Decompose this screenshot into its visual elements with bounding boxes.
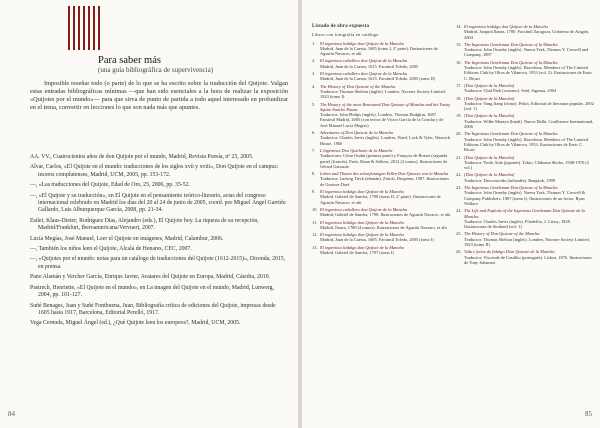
catalog-item-number: 26. — [456, 249, 462, 255]
catalog-item-number: 4. — [312, 83, 316, 89]
catalog-column-2 — [456, 24, 594, 267]
catalog-item-title: El ingenioso hidalgo don Quijote de la Mancha — [464, 24, 548, 29]
bibliography-entry: Estlet, Klaus-Dieter; Rodríguez Dias, Alejandro (eds.), El Quijote hoy. La riqueza de su recepción, Madrid/Frankfurt, Iberoamericana/Vervuert, 2007. — [30, 217, 259, 232]
catalog-item-details: Madrid, Juan de la Cuesta, 1615. Facsímil Toledo, 2005 (tomo II) — [320, 76, 436, 82]
catalog-item-details: Traductor: Ludwig Tieck (alemán). Zürich, Diogenes, 1987. Ilustraciones de Gustave Doré — [320, 176, 449, 187]
catalog-item-title: The Ingenious Gentleman Don Quixote of la Mancha — [464, 59, 558, 65]
catalog-item — [456, 96, 594, 112]
intro-paragraph — [30, 80, 288, 112]
bibliography-list — [30, 154, 288, 331]
catalog-item-number: 22. — [456, 172, 462, 178]
catalog-item — [312, 148, 452, 169]
catalog-item-number: 19. — [456, 113, 462, 119]
catalog-item-title: El ingenioso hidalgo don Quijote de la Mancha — [320, 40, 404, 46]
catalog-item-details: Madrid, Gabriel de Sancha, 1797 (tomo I) — [320, 249, 394, 255]
catalog-item-details: Traductor: John Ormsby (inglés). Barcelona, Members of The Limited Editions Club by Oliva de Vilanova, 1933 (vol. 2). Ilustraciones de Enric C. Ricart — [464, 65, 593, 81]
catalog-column-1 — [312, 24, 452, 257]
catalog-item-title: Adventures of Don Quixote de la Mancha — [320, 130, 393, 136]
catalog-item-number: 12. — [312, 232, 318, 238]
catalog-item-title: The History of Don Quixote of the Mancha — [320, 83, 396, 89]
catalog-item-number: 11. — [312, 219, 318, 225]
catalog-item-number: 20. — [456, 131, 462, 137]
catalog-item-number: 8. — [312, 171, 316, 177]
catalog-item-details: Traductor: Yoshi Aida (japonés). Tokio, Chikuma Shobo, 1948-1970 (2 vol.) — [464, 159, 590, 171]
catalog-item-title: The Life and Exploits of the Ingenious Gentleman Don Quixote de la Mancha — [464, 208, 585, 219]
bibliography-entry: —, También los niños leen el Quijote, Alcalá de Henares, CEC, 2007. — [30, 246, 192, 253]
bibliography-entry: —, «Quijotes por el mundo: notas para un catálogo de traducciones del Quijote (1612-2015)», Dicenda, 2015, en prensa. — [30, 256, 286, 270]
catalog-item — [312, 232, 452, 243]
catalog-item — [456, 185, 594, 206]
catalog-item-title: The Ingenious Gentleman Don Quixote of la Mancha — [464, 41, 558, 47]
catalog-item — [312, 102, 452, 128]
catalog-item-details: Madrid, Gabriel de Sancha, 1798 (tomo II, 2ª parte). Ilustraciones de Agustín Navarro, et alii — [320, 194, 441, 205]
catalog-item — [312, 189, 452, 205]
catalog-item-details: Traductor: Charles Jarvis (inglés). Londres, Ward, Lock & Tyler, Warwick House, 1860 — [320, 135, 451, 146]
catalog-item-title: The Ingenious Gentleman Don Quixote of la Mancha — [464, 185, 558, 191]
catalog-item-details: Madrid, Gabriel de Sancha, 1798. Ilustraciones de Agustín Navarro, et alii — [320, 212, 451, 218]
bibliography-entry: Alvar, Carlos, «El Quijote en el mundo: traducciones de los siglos xvii y xviii», Don Quijote en el campus: tesoros complutenses, Madrid, UCM, 2005, pp. 153-172. — [30, 164, 279, 178]
catalog-item — [456, 249, 594, 265]
bibliography-entry: Lucía Megías, José Manuel, Leer el Quijote en imágenes, Madrid, Calambur, 2006. — [30, 235, 224, 242]
catalog-item — [456, 131, 594, 152]
catalog-item — [312, 58, 452, 69]
catalog-item — [312, 84, 452, 100]
catalog-item — [456, 155, 594, 171]
catalog-item-title: Leben und Thaten des scharfsinnigen Edlen Don Quixote von la Mancha — [320, 171, 449, 177]
catalog-item-title: The History of the most Renowned Don Quixote of Mancha and his Trusty Squire Sancho Panza — [320, 101, 451, 112]
catalog-heading: Listado de obra expuesta — [312, 24, 370, 29]
left-page — [0, 0, 298, 428]
catalog-item-details: Traductor: Wilhe Marayn (hindi). Nueva Delhi, Confluence International, 2006 — [464, 118, 594, 130]
catalog-item-title: [Don Quijote de la Mancha] — [464, 154, 515, 160]
catalog-item-details: Traductores: César Oudin (primera parte) y François de Rosset (segunda parte) (francés). París, Dunn & Sellons, 2012 (2 tomos). Ilustraciones de Gérard Garouste — [320, 153, 448, 169]
section-title: Para saber más — [98, 55, 161, 66]
bibliography-entry: Pano Alamán y Vercher García, Enrique Javier, Avatares del Quijote en Europa, Madrid, Cátedra, 2010. — [30, 274, 271, 281]
intro-text: Imposible reseñar todo (o parte) de lo que se ha escrito sobre la traducción del Quijote. Valgan estas entradas bibliográficas mínimas —que han sido esenciales a la hora de realizar la exposición «Quijotes por el mundo»— para que sirva de punto de partida a todo aquel interesado en profundizar en el tema, convertir en lecciones lo que son nada más que apuntes. — [30, 80, 288, 112]
catalog-item-number: 23. — [456, 185, 462, 191]
section-heading — [98, 55, 213, 74]
catalog-item-number: 1. — [312, 40, 316, 46]
catalog-item-details: Traductor: John Ormsby (inglés). Nueva York, Thomas Y. Crowell and Company, 1887 — [464, 47, 589, 58]
catalog-item-title: Vida e feitos do fidalgo Dom Quixote de la Mancha — [464, 249, 555, 255]
catalog-item-details: Madrid, Juan de la Cuesta, 1605 (tomo I, 2ª parte). Ilustraciones de Agustín Navarro, et alii — [320, 45, 438, 57]
catalog-item-details: Traductor: John Ormsby (inglés). Nueva York, Thomas Y. Crowell & Company Publishers, 1887 (tomo I). Ilustraciones de un lector, Ryan Wallace — [464, 190, 586, 206]
catalog-item — [456, 24, 594, 40]
catalog-item-details: Traductor: Desconocido (tailandés). Bangkok, 1999 — [464, 177, 556, 183]
catalog-item-details: Traductor: John Philips (inglés). Londres, Thomas Hodgkin, 1687. Facsímil Madrid, 2005 (con textos de Víctor García de la Concha y de José Manuel Lucía Megías) — [320, 112, 444, 128]
right-page — [302, 0, 600, 428]
catalog-item-number: 3. — [312, 71, 316, 77]
catalog-item-title: El ingenioso hidalgo don Quijote de la Mancha — [320, 232, 404, 238]
catalog-item — [312, 171, 452, 187]
catalog-item — [312, 130, 452, 146]
catalog-item-title: El ingenioso caballero don Quijote de la Mancha — [320, 71, 408, 77]
catalog-item-number: 2. — [312, 58, 316, 64]
catalog-item-number: 17. — [456, 82, 462, 88]
catalog-item-title: The Ingenious Gentleman Don Quixote of la Mancha — [464, 131, 558, 137]
catalog-item-details: Traductor: Visconde de Castilho (portugués). Lisboa, 1876. Ilustraciones de Tony Johannot — [464, 254, 592, 265]
bibliography-entry: AA. VV., Cuatrocientos años de don Quijote por el mundo, Madrid, Revista Poesía, nº 25, 2005. — [30, 154, 254, 160]
catalog-item-title: [Don Quijote de la Mancha] — [464, 95, 515, 101]
catalog-item-title: [Don Quijote de la Mancha] — [464, 82, 515, 88]
catalog-item-number: 21. — [456, 154, 462, 160]
catalog-item-number: 13. — [312, 244, 318, 250]
catalog-item-number: 9. — [312, 189, 316, 195]
bibliography-entry: —, «Las traducciones del Quijote, Edad de Oro, 25, 2006, pp. 35-52. — [30, 182, 191, 189]
catalog-item-title: L'ingénieux Don Quichotte de la Manche — [320, 147, 393, 153]
catalog-item — [456, 113, 594, 129]
catalog-item-title: El ingenioso hidalgo don Quijote de la Mancha — [320, 244, 404, 250]
catalog-item-details: Madrid, Juan de la Cuesta, 1605. Facsímil Toledo, 2005 (tomo I) — [320, 237, 434, 243]
catalog-subheading: Libros con fotografía en catálogo — [312, 32, 379, 38]
catalog-list-2 — [456, 24, 594, 265]
catalog-item-number: 7. — [312, 147, 316, 153]
section-subtitle: (una guía bibliográfica de supervivencia) — [98, 66, 214, 74]
bibliography-entry: —, «El Quijote y su traducción», en El Quijote en el pensamiento teórico-literario, actas del congreso internacional celebrado en Madrid los días del 20 al 24 de junio de 2005, coord. por Miguel Ángel Garrido Gallardo, Luis Alburquerque García, 2008, pp. 21-34. — [30, 192, 286, 214]
catalog-item-title: [Don Quijote de la Mancha] — [464, 113, 515, 119]
catalog-item-details: Traductor: Thomas Shelton (inglés). Londres, Navarre Society Limited, 1923 (tomo II) — [464, 236, 590, 247]
catalog-item — [456, 172, 594, 183]
bibliography-entry: Vega Cernuda, Miguel Ángel (ed.), ¿Qué Quijote leen los europeos?, Madrid, UCM, 2005. — [30, 320, 241, 327]
catalog-item-number: 18. — [456, 95, 462, 101]
page-number-left: 84 — [8, 410, 15, 418]
catalog-list-1 — [312, 41, 452, 256]
catalog-item-title: El ingenioso caballero don Quijote de la Mancha — [320, 206, 408, 212]
catalog-item-number: 25. — [456, 231, 462, 237]
catalog-item-number: 24. — [456, 208, 462, 214]
catalog-item — [312, 207, 452, 218]
page-number-right: 85 — [585, 410, 592, 418]
catalog-item-title: [Don Quijote de la Mancha] — [464, 172, 515, 178]
catalog-item-details: Madrid, Juan de la Cuesta, 1615. Facsímil Toledo, 2005 — [320, 63, 419, 69]
catalog-item-details: Madrid, Ibarra, 1780 (4 tomos). Ilustraciones de Agustín Navarro, et alii — [320, 224, 447, 230]
catalog-item-details: Traductor: Thomas Shelton (inglés). Londres, Navarre Society Limited, 1923 (tomo I) — [320, 88, 446, 100]
decorative-bars — [68, 6, 100, 50]
catalog-item — [456, 60, 594, 81]
catalog-item — [456, 231, 594, 247]
catalog-item — [312, 41, 452, 57]
catalog-item — [456, 42, 594, 58]
catalog-item-details: Traductor: Charles Jarvis (inglés). Filadelfia, J. Crissy, 1828. Ilustraciones de Stothard (vol. 1) — [464, 218, 571, 230]
catalog-item-details: Madrid, Joaquín Ibarra, 1780. Facsímil Zaragoza, Gobierno de Aragón, 2004 — [464, 29, 590, 40]
bibliography-entry: Suñé Benages, Juan y Suñé Fontbuena, Juan, Bibliografía crítica de ediciones del Quijote, impresas desde 1605 hasta 1917, Barcelona, Editorial Perelló, 1917. — [30, 302, 276, 316]
catalog-item — [312, 71, 452, 82]
bibliography-entry: Pastrech, Henriette, «El Quijote en el mundo», en La imagen del Quijote en el mundo, Madrid, Lunwerg, 2004, pp. 101-127. — [30, 284, 274, 299]
catalog-item-number: 15. — [456, 41, 462, 47]
catalog-item-number: 14. — [456, 24, 462, 29]
catalog-item — [456, 83, 594, 94]
catalog-item-number: 16. — [456, 59, 462, 65]
catalog-item-details: Traductor: John Ormsby (inglés). Barcelona, Members of The Limited Editions Club by Oliva de Vilanova, 1933. Ilustraciones de Enric C. Ricart — [464, 136, 588, 153]
catalog-item — [312, 245, 452, 256]
catalog-item-details: Traductor: Yang Jiang (chino). Pekín, Editorial de literatura popular, 2002 (vol. 1) — [464, 100, 594, 112]
catalog-item-number: 10. — [312, 206, 318, 212]
catalog-item-number: 6. — [312, 130, 316, 136]
catalog-item-title: El ingenioso hidalgo don Quijote de la Mancha — [320, 219, 404, 225]
catalog-item-details: Traductor: Chul Park (coreano). Seúl, Sigonsa, 2004 — [464, 88, 557, 94]
catalog-item — [456, 208, 594, 229]
catalog-item-number: 5. — [312, 101, 316, 107]
catalog-item-title: El ingenioso hidalgo don Quijote de la Mancha — [320, 189, 404, 195]
catalog-item-title: The History of Don Quixote of the Mancha — [464, 231, 540, 237]
catalog-item-title: El ingenioso caballero don Quijote de la Mancha — [320, 58, 408, 64]
catalog-item — [312, 220, 452, 231]
